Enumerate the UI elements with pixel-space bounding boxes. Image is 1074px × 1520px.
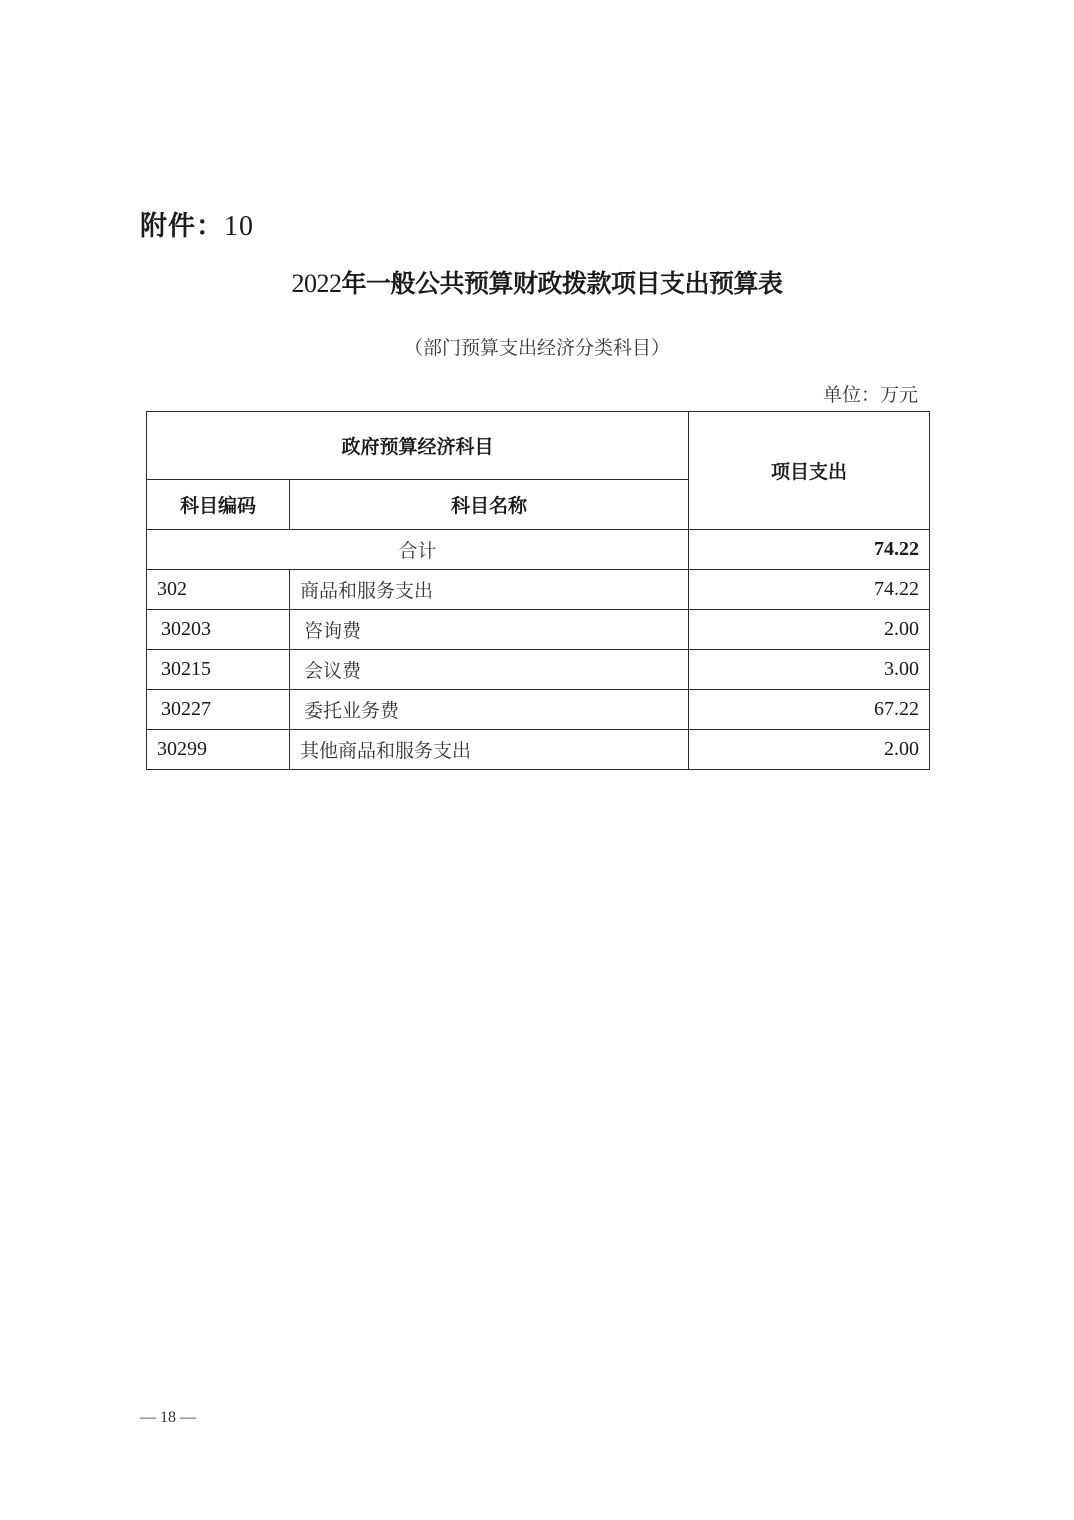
total-label-cell: 合计 <box>147 530 689 570</box>
table-row <box>147 610 930 650</box>
title-year: 2022 <box>291 269 342 298</box>
group-header-cell: 政府预算经济科目 <box>147 412 689 480</box>
title-text: 年一般公共预算财政拨款项目支出预算表 <box>341 269 783 298</box>
row-code-cell: 30215 <box>147 650 290 690</box>
row-amount-cell: 2.00 <box>689 730 930 770</box>
row-name-cell: 其他商品和服务支出 <box>290 730 689 770</box>
row-name-cell: 咨询费 <box>290 610 689 650</box>
row-amount-cell: 74.22 <box>689 570 930 610</box>
table-row <box>147 690 930 730</box>
row-amount-cell: 2.00 <box>689 610 930 650</box>
row-code-cell: 30299 <box>147 730 290 770</box>
row-code-cell: 30227 <box>147 690 290 730</box>
table-row <box>147 730 930 770</box>
row-name-cell: 会议费 <box>290 650 689 690</box>
page-title <box>0 264 1074 300</box>
table-header-row <box>147 412 930 480</box>
unit-label: 单位：万元 <box>822 384 918 406</box>
row-name-cell: 商品和服务支出 <box>290 570 689 610</box>
attachment-prefix: 附件： <box>140 211 224 242</box>
budget-table <box>146 411 930 770</box>
attachment-number: 10 <box>224 211 254 242</box>
attachment-label <box>140 204 254 243</box>
table-row <box>147 650 930 690</box>
row-amount-cell: 3.00 <box>689 650 930 690</box>
code-header-cell: 科目编码 <box>147 480 290 530</box>
total-amount-cell: 74.22 <box>689 530 930 570</box>
amount-header-cell: 项目支出 <box>689 412 930 530</box>
row-amount-cell: 67.22 <box>689 690 930 730</box>
name-header-cell: 科目名称 <box>290 480 689 530</box>
row-code-cell: 302 <box>147 570 290 610</box>
row-name-cell: 委托业务费 <box>290 690 689 730</box>
row-code-cell: 30203 <box>147 610 290 650</box>
page-subtitle: （部门预算支出经济分类科目） <box>403 337 670 359</box>
page-number: — 18 — <box>140 1409 196 1426</box>
total-row <box>147 530 930 570</box>
table-row <box>147 570 930 610</box>
